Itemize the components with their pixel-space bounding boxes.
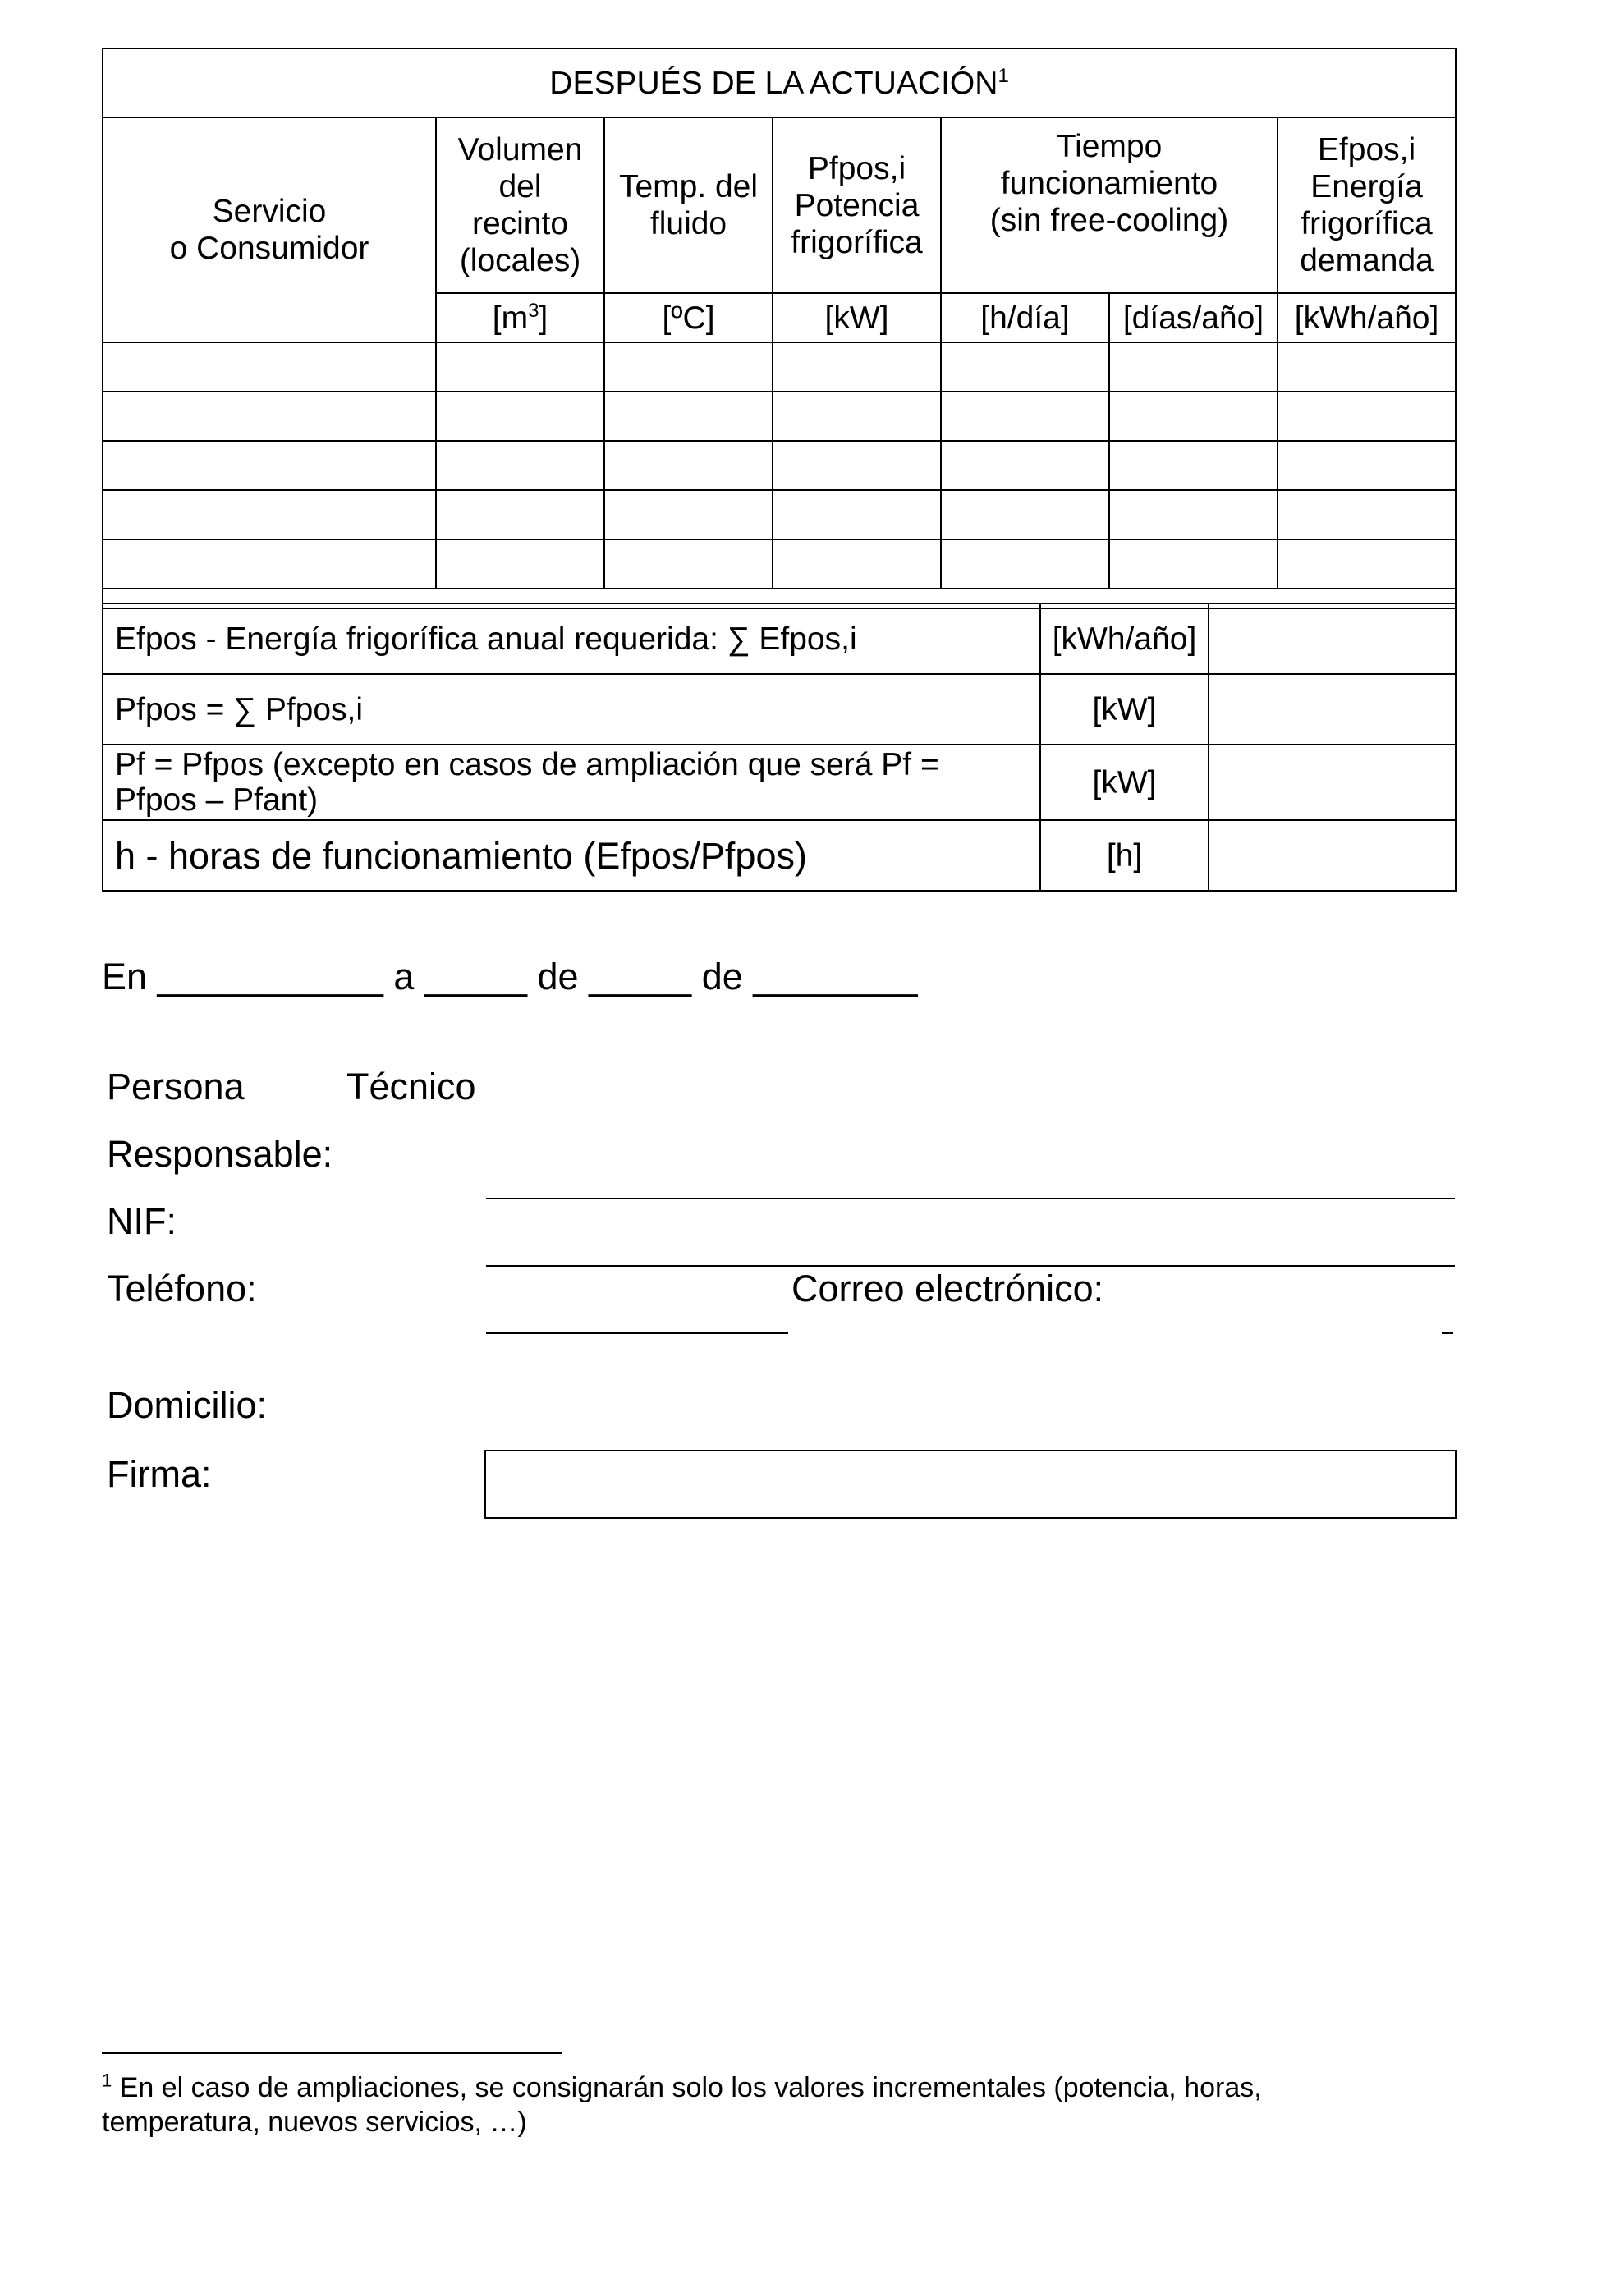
data-cell[interactable] bbox=[1109, 392, 1278, 441]
nif-label: NIF: bbox=[107, 1200, 177, 1242]
data-cell[interactable] bbox=[103, 490, 436, 539]
summary-table bbox=[102, 603, 1457, 892]
unit-temp: [ºC] bbox=[604, 293, 773, 342]
unit-kwhano: [kWh/año] bbox=[1278, 293, 1456, 342]
table-row bbox=[103, 441, 1456, 490]
header-text: recinto bbox=[471, 206, 569, 241]
data-cell[interactable] bbox=[436, 490, 604, 539]
data-cell[interactable] bbox=[773, 539, 941, 589]
firma-label: Firma: bbox=[107, 1453, 212, 1495]
summary-unit: [kW] bbox=[1040, 745, 1209, 820]
data-cell[interactable] bbox=[604, 342, 773, 392]
summary-row bbox=[103, 745, 1456, 820]
summary-value-cell[interactable] bbox=[1209, 674, 1456, 745]
header-servicio bbox=[103, 117, 436, 342]
summary-label: Pfpos = ∑ Pfpos,i bbox=[103, 674, 1040, 745]
header-temp bbox=[604, 117, 773, 293]
summary-label: Pf = Pfpos (excepto en casos de ampliación que será Pf = Pfpos – Pfant) bbox=[103, 745, 1040, 820]
data-cell[interactable] bbox=[1109, 441, 1278, 490]
footnote-ref: 1 bbox=[998, 64, 1009, 87]
summary-label: h - horas de funcionamiento (Efpos/Pfpos) bbox=[103, 820, 1040, 891]
unit-text: [m bbox=[492, 300, 529, 336]
summary-row bbox=[103, 674, 1456, 745]
summary-unit: [kWh/año] bbox=[1040, 603, 1209, 674]
summary-unit: [h] bbox=[1040, 820, 1209, 891]
data-cell[interactable] bbox=[941, 342, 1109, 392]
table-title-text: DESPUÉS DE LA ACTUACIÓN bbox=[549, 65, 998, 101]
footnote-separator bbox=[102, 2052, 562, 2054]
data-cell[interactable] bbox=[941, 490, 1109, 539]
summary-value-cell[interactable] bbox=[1209, 745, 1456, 820]
unit-text: ] bbox=[539, 300, 548, 336]
nif-field[interactable] bbox=[486, 1265, 1455, 1267]
header-text: Efpos,i bbox=[1317, 132, 1416, 167]
header-text: Pfpos,i bbox=[807, 150, 906, 186]
data-cell[interactable] bbox=[103, 539, 436, 589]
summary-row bbox=[103, 820, 1456, 891]
correo-field[interactable] bbox=[1442, 1332, 1453, 1334]
data-cell[interactable] bbox=[1109, 539, 1278, 589]
header-text: Volumen bbox=[457, 132, 583, 167]
persona-label: Persona bbox=[107, 1066, 245, 1107]
after-intervention-table bbox=[102, 48, 1457, 609]
unit-pfpos: [kW] bbox=[773, 293, 941, 342]
unit-volumen bbox=[436, 293, 604, 342]
data-cell[interactable] bbox=[103, 342, 436, 392]
table-row bbox=[103, 392, 1456, 441]
tecnico-label: Técnico bbox=[346, 1066, 476, 1107]
table-row bbox=[103, 490, 1456, 539]
data-cell[interactable] bbox=[436, 539, 604, 589]
header-text: (locales) bbox=[459, 243, 581, 278]
table-row bbox=[103, 342, 1456, 392]
table-row bbox=[103, 539, 1456, 589]
data-cell[interactable] bbox=[1109, 490, 1278, 539]
unit-exponent: 3 bbox=[528, 299, 539, 322]
data-cell[interactable] bbox=[604, 392, 773, 441]
telefono-field[interactable] bbox=[486, 1332, 788, 1334]
data-cell[interactable] bbox=[436, 342, 604, 392]
telefono-label: Teléfono: bbox=[107, 1268, 257, 1309]
header-text: o Consumidor bbox=[169, 231, 369, 266]
data-cell[interactable] bbox=[1278, 392, 1456, 441]
correo-label: Correo electrónico: bbox=[791, 1268, 1104, 1309]
header-text: funcionamiento bbox=[1000, 166, 1218, 201]
data-cell[interactable] bbox=[604, 539, 773, 589]
data-cell[interactable] bbox=[1278, 441, 1456, 490]
data-cell[interactable] bbox=[1278, 539, 1456, 589]
footnote-mark: 1 bbox=[102, 2070, 112, 2091]
data-cell[interactable] bbox=[103, 392, 436, 441]
header-text: del bbox=[498, 169, 542, 204]
footnote-text: En el caso de ampliaciones, se consignarán solo los valores incrementales (potencia, horas, temperatura, nuevos servicios, …) bbox=[102, 2072, 1262, 2138]
data-cell[interactable] bbox=[1278, 490, 1456, 539]
header-text: frigorífica bbox=[791, 224, 923, 260]
header-text: Servicio bbox=[212, 194, 327, 229]
header-text: Temp. del bbox=[618, 169, 759, 204]
header-text: Tiempo bbox=[1056, 129, 1163, 164]
date-line[interactable]: En ___________ a _____ de _____ de ________ bbox=[102, 956, 918, 997]
responsable-field[interactable] bbox=[486, 1198, 1455, 1199]
data-cell[interactable] bbox=[1278, 342, 1456, 392]
header-tiempo bbox=[941, 117, 1278, 293]
summary-value-cell[interactable] bbox=[1209, 820, 1456, 891]
summary-label: Efpos - Energía frigorífica anual requerida: ∑ Efpos,i bbox=[103, 603, 1040, 674]
signature-box[interactable] bbox=[484, 1450, 1457, 1519]
unit-diasano: [días/año] bbox=[1109, 293, 1278, 342]
unit-hdia: [h/día] bbox=[941, 293, 1109, 342]
data-cell[interactable] bbox=[103, 441, 436, 490]
header-text: frigorífica bbox=[1301, 206, 1433, 241]
table-title bbox=[103, 48, 1456, 117]
header-pfpos bbox=[773, 117, 941, 293]
domicilio-label: Domicilio: bbox=[107, 1384, 268, 1426]
data-cell[interactable] bbox=[941, 539, 1109, 589]
data-cell[interactable] bbox=[773, 392, 941, 441]
header-efpos bbox=[1278, 117, 1456, 293]
summary-row bbox=[103, 603, 1456, 674]
summary-value-cell[interactable] bbox=[1209, 603, 1456, 674]
data-cell[interactable] bbox=[436, 392, 604, 441]
header-text: Energía bbox=[1310, 169, 1423, 204]
data-cell[interactable] bbox=[436, 441, 604, 490]
data-cell[interactable] bbox=[773, 490, 941, 539]
data-cell[interactable] bbox=[941, 392, 1109, 441]
summary-unit: [kW] bbox=[1040, 674, 1209, 745]
data-cell[interactable] bbox=[1109, 342, 1278, 392]
footnote bbox=[102, 2070, 1383, 2139]
data-cell[interactable] bbox=[773, 441, 941, 490]
header-volumen bbox=[436, 117, 604, 293]
header-text: fluido bbox=[649, 206, 727, 241]
data-cell[interactable] bbox=[941, 441, 1109, 490]
header-text: demanda bbox=[1300, 243, 1434, 278]
header-text: (sin free-cooling) bbox=[989, 203, 1229, 238]
responsable-label: Responsable: bbox=[107, 1133, 333, 1175]
data-cell[interactable] bbox=[604, 441, 773, 490]
data-cell[interactable] bbox=[773, 342, 941, 392]
data-cell[interactable] bbox=[604, 490, 773, 539]
header-text: Potencia bbox=[794, 187, 920, 223]
